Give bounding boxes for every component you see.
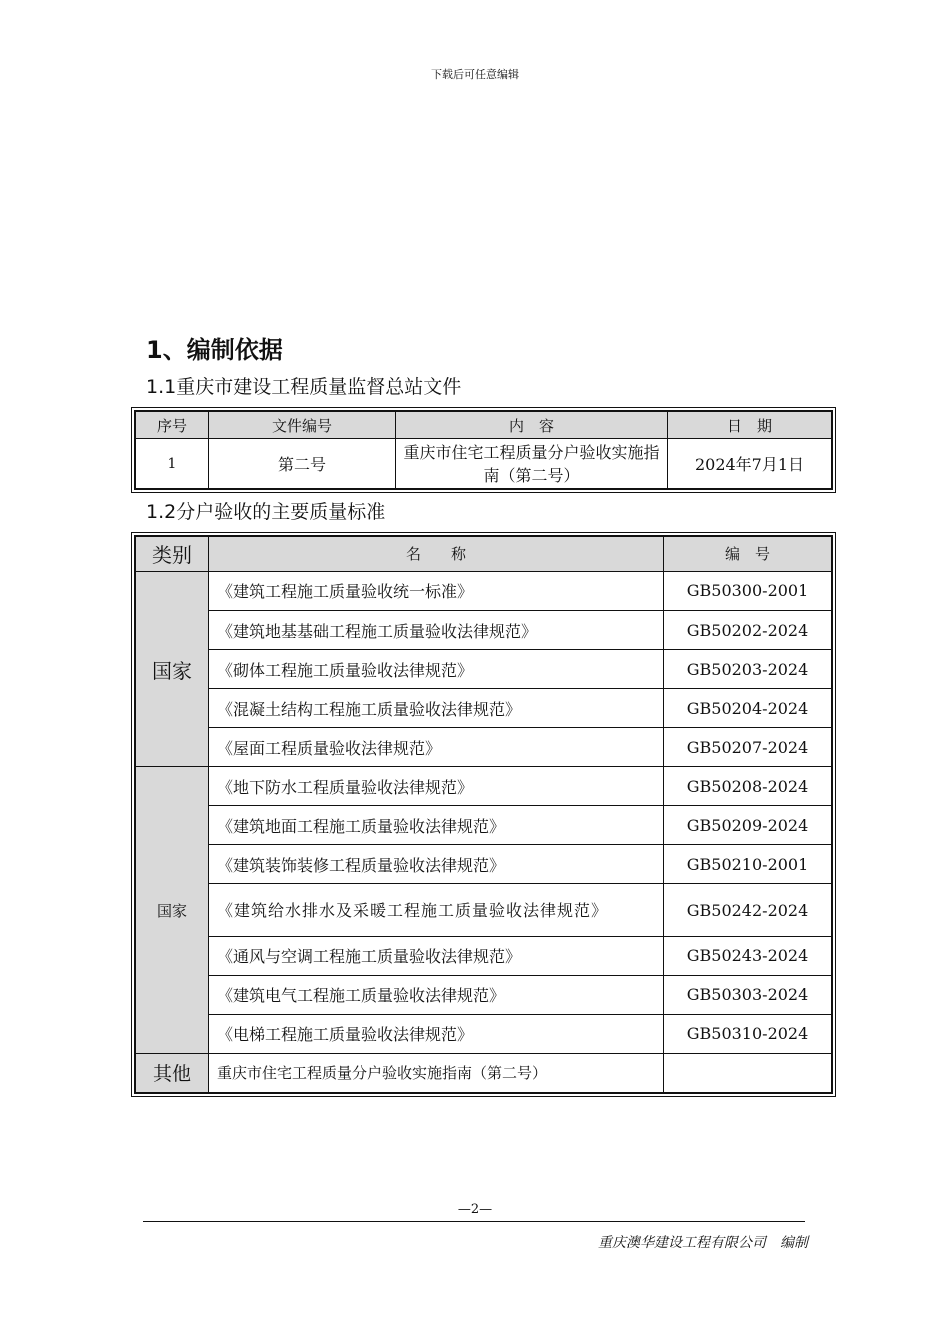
footer-divider (143, 1221, 805, 1222)
standard-code: GB50207-2024 (664, 728, 832, 767)
cell-content: 重庆市住宅工程质量分户验收实施指南（第二号） (396, 439, 668, 489)
table-row (136, 439, 832, 489)
document-table (131, 407, 836, 493)
col-header-category: 类别 (136, 537, 209, 572)
standard-name: 《地下防水工程质量验收法律规范》 (209, 767, 664, 806)
standard-name: 《建筑地面工程施工质量验收法律规范》 (209, 806, 664, 845)
standard-code: GB50203-2024 (664, 650, 832, 689)
table-row (136, 728, 832, 767)
standard-name: 《建筑给水排水及采暖工程施工质量验收法律规范》 (209, 884, 664, 936)
standard-code: GB50303-2024 (664, 975, 832, 1014)
standards-table (131, 532, 836, 1097)
table-row (136, 610, 832, 649)
standard-code: GB50310-2024 (664, 1014, 832, 1053)
table-row (136, 650, 832, 689)
table-row (136, 884, 832, 936)
standard-name: 《建筑电气工程施工质量验收法律规范》 (209, 975, 664, 1014)
standard-name: 重庆市住宅工程质量分户验收实施指南（第二号） (209, 1053, 664, 1092)
standard-code: GB50204-2024 (664, 689, 832, 728)
standard-code (664, 1053, 832, 1092)
standard-name: 《建筑工程施工质量验收统一标准》 (209, 571, 664, 610)
table-row (136, 689, 832, 728)
table-row (136, 1053, 832, 1092)
table-row (136, 845, 832, 884)
page-number: —2— (457, 1202, 493, 1217)
subsection-title-1-2: 1.2分户验收的主要质量标准 (146, 501, 386, 523)
col-header-code: 编 号 (664, 537, 832, 572)
category-national: 国家 (136, 767, 209, 1054)
col-header-doc-number: 文件编号 (209, 412, 396, 439)
standard-code: GB50243-2024 (664, 936, 832, 975)
standard-code: GB50208-2024 (664, 767, 832, 806)
standard-code: GB50202-2024 (664, 610, 832, 649)
table-row (136, 975, 832, 1014)
standard-code: GB50242-2024 (664, 884, 832, 936)
standard-name: 《通风与空调工程施工质量验收法律规范》 (209, 936, 664, 975)
col-header-date: 日 期 (668, 412, 832, 439)
standard-code: GB50209-2024 (664, 806, 832, 845)
table-row (136, 767, 832, 806)
header-note: 下载后可任意编辑 (431, 68, 519, 81)
table-row (136, 1014, 832, 1053)
subsection-title-1-1: 1.1重庆市建设工程质量监督总站文件 (146, 376, 462, 398)
section-title: 1、编制依据 (146, 336, 283, 364)
standard-name: 《建筑地基基础工程施工质量验收法律规范》 (209, 610, 664, 649)
standard-code: GB50300-2001 (664, 571, 832, 610)
cell-index: 1 (136, 439, 209, 489)
table-row (136, 806, 832, 845)
standard-code: GB50210-2001 (664, 845, 832, 884)
col-header-name: 名 称 (209, 537, 664, 572)
standard-name: 《混凝土结构工程施工质量验收法律规范》 (209, 689, 664, 728)
standard-name: 《电梯工程施工质量验收法律规范》 (209, 1014, 664, 1053)
footer-company: 重庆澳华建设工程有限公司 编制 (598, 1235, 808, 1251)
col-header-content: 内 容 (396, 412, 668, 439)
cell-date: 2024年7月1日 (668, 439, 832, 489)
cell-doc-number: 第二号 (209, 439, 396, 489)
standard-name: 《砌体工程施工质量验收法律规范》 (209, 650, 664, 689)
table-row (136, 936, 832, 975)
standard-name: 《屋面工程质量验收法律规范》 (209, 728, 664, 767)
col-header-index: 序号 (136, 412, 209, 439)
category-national: 国家 (136, 571, 209, 766)
table-row (136, 571, 832, 610)
category-other: 其他 (136, 1053, 209, 1092)
standard-name: 《建筑装饰装修工程质量验收法律规范》 (209, 845, 664, 884)
